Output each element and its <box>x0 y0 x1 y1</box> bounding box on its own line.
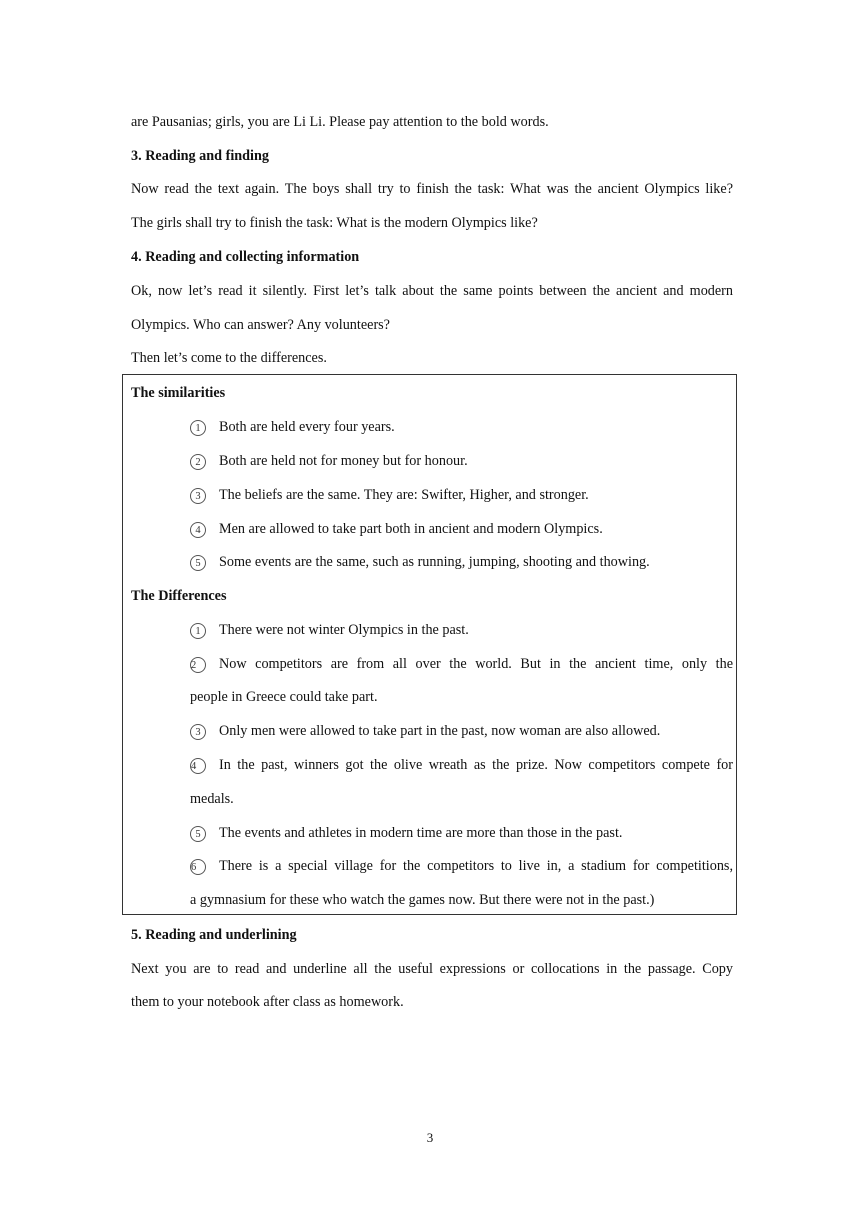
difference-text: The events and athletes in modern time are more than those in the past. <box>219 825 623 841</box>
differences-heading: The Differences <box>131 588 227 604</box>
difference-text: Now competitors are from all over the world. But in the ancient time, only the <box>219 656 733 672</box>
circled-number-3: 3 <box>190 724 206 740</box>
circled-number-1: 1 <box>190 420 206 436</box>
similarity-item <box>190 452 733 470</box>
difference-text: There is a special village for the competitors to live in, a stadium for competitions, <box>219 858 733 874</box>
circled-number-2: 2 <box>190 454 206 470</box>
similarity-item <box>190 418 733 436</box>
section-3-line-1: Now read the text again. The boys shall try to finish the task: What was the ancient Olympics like? <box>131 181 733 197</box>
difference-item <box>190 621 733 639</box>
circled-number-2: 2 <box>190 657 206 673</box>
similarities-heading: The similarities <box>131 385 226 401</box>
similarity-text: Men are allowed to take part both in ancient and modern Olympics. <box>219 521 603 537</box>
difference-item <box>190 722 733 740</box>
section-4-line-3: Then let’s come to the differences. <box>131 350 327 366</box>
section-5-heading: 5. Reading and underlining <box>131 927 297 943</box>
difference-item <box>190 857 733 875</box>
similarity-item <box>190 553 733 571</box>
section-4-heading: 4. Reading and collecting information <box>131 249 360 265</box>
section-4-line-2: Olympics. Who can answer? Any volunteers? <box>131 317 390 333</box>
similarity-text: The beliefs are the same. They are: Swifter, Higher, and stronger. <box>219 487 589 503</box>
section-5-line-1: Next you are to read and underline all the useful expressions or collocations in the passage. Copy <box>131 961 733 977</box>
circled-number-4: 4 <box>190 758 206 774</box>
circled-number-5: 5 <box>190 555 206 571</box>
similarity-item <box>190 486 733 504</box>
section-3-line-2: The girls shall try to finish the task: What is the modern Olympics like? <box>131 215 538 231</box>
difference-continuation: medals. <box>190 791 234 807</box>
similarity-text: Some events are the same, such as running, jumping, shooting and thowing. <box>219 554 650 570</box>
difference-text: In the past, winners got the olive wreath as the prize. Now competitors compete for <box>219 757 733 773</box>
difference-continuation: a gymnasium for these who watch the games now. But there were not in the past.) <box>190 892 655 908</box>
circled-number-5: 5 <box>190 826 206 842</box>
section-3-heading: 3. Reading and finding <box>131 148 269 164</box>
similarity-text: Both are held not for money but for honour. <box>219 453 468 469</box>
difference-item <box>190 655 733 673</box>
difference-text: Only men were allowed to take part in the past, now woman are also allowed. <box>219 723 661 739</box>
circled-number-4: 4 <box>190 522 206 538</box>
circled-number-1: 1 <box>190 623 206 639</box>
circled-number-3: 3 <box>190 488 206 504</box>
difference-continuation: people in Greece could take part. <box>190 689 378 705</box>
section-5-line-2: them to your notebook after class as homework. <box>131 994 404 1010</box>
page-number: 3 <box>426 1130 434 1145</box>
intro-line: are Pausanias; girls, you are Li Li. Please pay attention to the bold words. <box>131 114 549 130</box>
similarity-item <box>190 520 733 538</box>
section-4-line-1: Ok, now let’s read it silently. First let’s talk about the same points between the ancient and modern <box>131 283 733 299</box>
difference-item <box>190 824 733 842</box>
difference-item <box>190 756 733 774</box>
difference-text: There were not winter Olympics in the past. <box>219 622 469 638</box>
similarity-text: Both are held every four years. <box>219 419 395 435</box>
circled-number-6: 6 <box>190 859 206 875</box>
